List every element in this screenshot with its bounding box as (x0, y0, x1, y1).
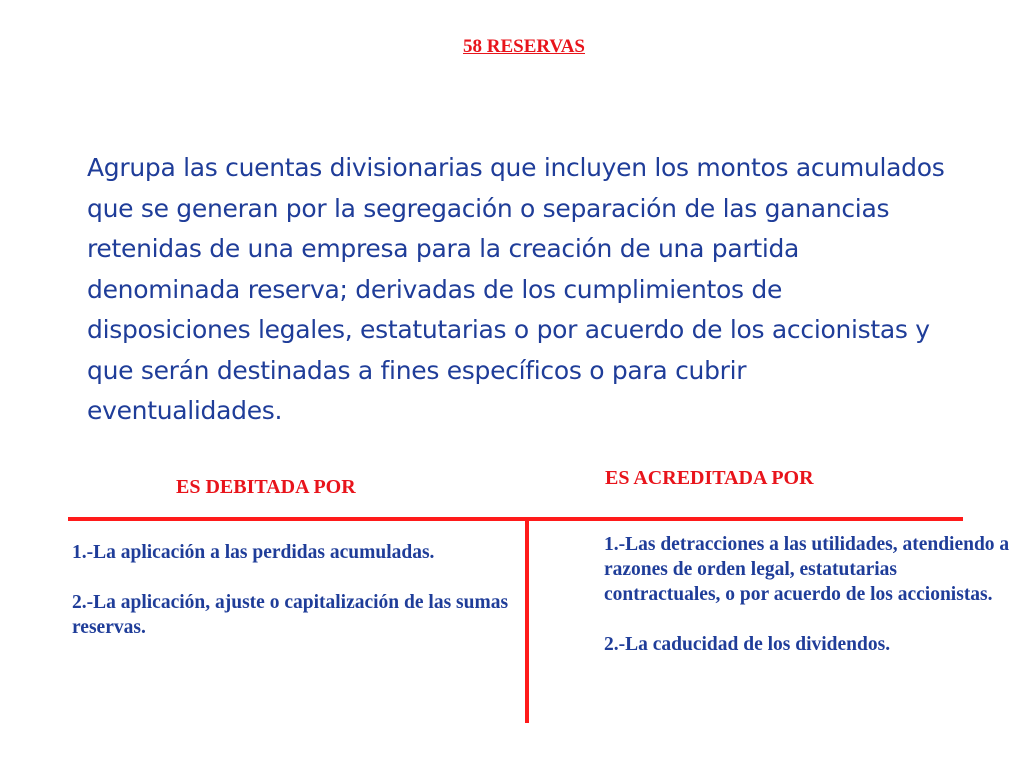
account-description: Agrupa las cuentas divisionarias que incluyen los montos acumulados que se generan por la segregación o separación de las ganancias retenidas de una empresa para la creación de una partida denominada reserva; derivadas de los cumplimientos de disposiciones legales, estatutarias o por acuerdo de los accionistas y que serán destinadas a fines específicos o para cubrir eventualidades. (87, 153, 945, 425)
credit-item: 1.-Las detracciones a las utilidades, atendiendo a razones de orden legal, estatutarias contractuales, o por acuerdo de los accionistas. (604, 534, 1010, 605)
debit-column (72, 540, 517, 665)
credit-item: 2.-La caducidad de los dividendos. (604, 634, 891, 655)
credit-heading: ES ACREDITADA POR (605, 467, 814, 489)
debit-heading: ES DEBITADA POR (176, 476, 356, 498)
t-account-horizontal-line (68, 517, 963, 521)
t-account-vertical-line (525, 519, 529, 723)
debit-item: 2.-La aplicación, ajuste o capitalización de las sumas reservas. (72, 592, 509, 638)
credit-column (604, 532, 1014, 682)
debit-item: 1.-La aplicación a las perdidas acumuladas. (72, 542, 435, 563)
slide-title: 58 RESERVAS (463, 36, 585, 57)
